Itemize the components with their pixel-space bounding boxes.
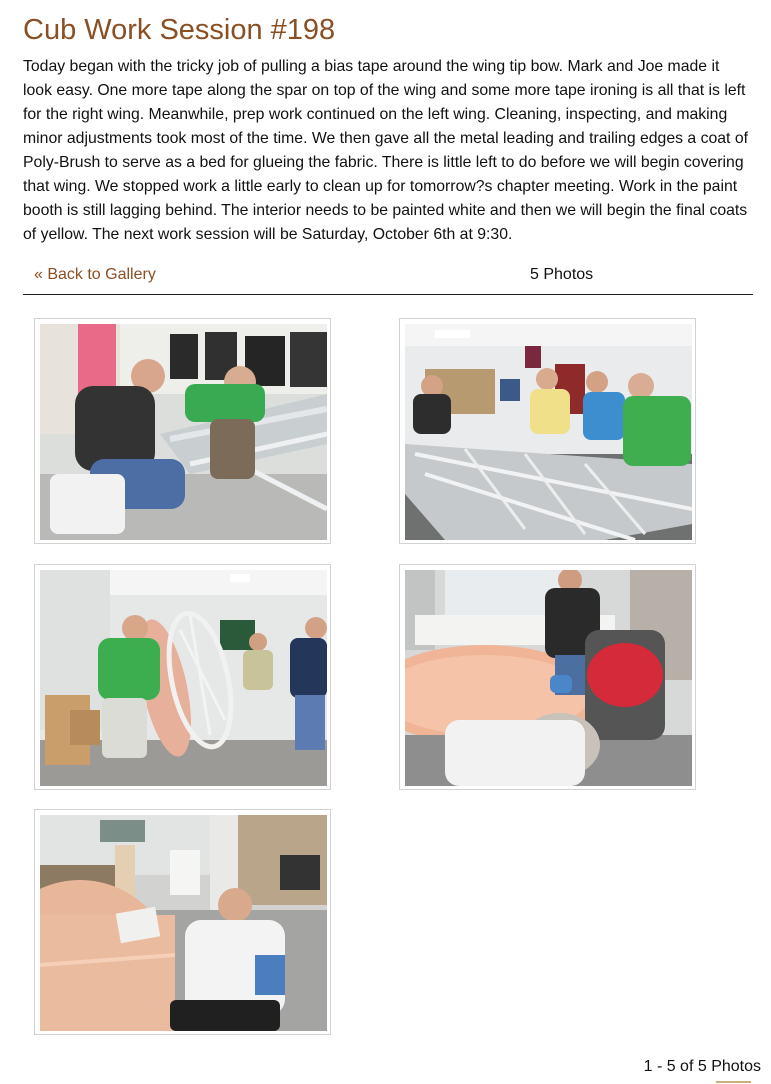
session-description: Today began with the tricky job of pulling a bias tape around the wing tip bow. Mark and Joe made it look easy. One more tape along the spar on top of the wing and some more tape ironing is all that is left for the right wing. Meanwhile, prep work continued on the left wing. Cleaning, inspecting, and making minor adjustments took most of the time. We then gave all the metal leading and trailing edges a coat of Poly-Brush to serve as a bed for glueing the fabric. There is little left to do before we will begin covering that wing. We stopped work a little early to clean up for tomorrow?s chapter meeting. Work in the paint booth is still lagging behind. The interior needs to be painted white and then we will begin the final coats of yellow. The next work session will be Saturday, October 6th at 9:30. [23,58,749,243]
workshop-photo-1-image [40,324,327,540]
photo-count: 5 Photos [530,266,594,283]
photo-thumbnail-2[interactable] [399,318,696,544]
photo-thumbnail-1[interactable] [34,318,331,544]
gallery-navigation-bar [23,262,753,295]
page-title: Cub Work Session #198 [23,14,336,46]
photo-thumbnail-3[interactable] [34,564,331,790]
pagination-underline [716,1081,751,1083]
workshop-photo-2-image [405,324,692,540]
photo-thumbnail-4[interactable] [399,564,696,790]
pagination-summary: 1 - 5 of 5 Photos [643,1058,761,1075]
photo-thumbnail-5[interactable] [34,809,331,1035]
workshop-photo-5-image [40,815,327,1031]
workshop-photo-3-image [40,570,327,786]
back-to-gallery-link[interactable]: « Back to Gallery [34,266,156,283]
workshop-photo-4-image [405,570,692,786]
